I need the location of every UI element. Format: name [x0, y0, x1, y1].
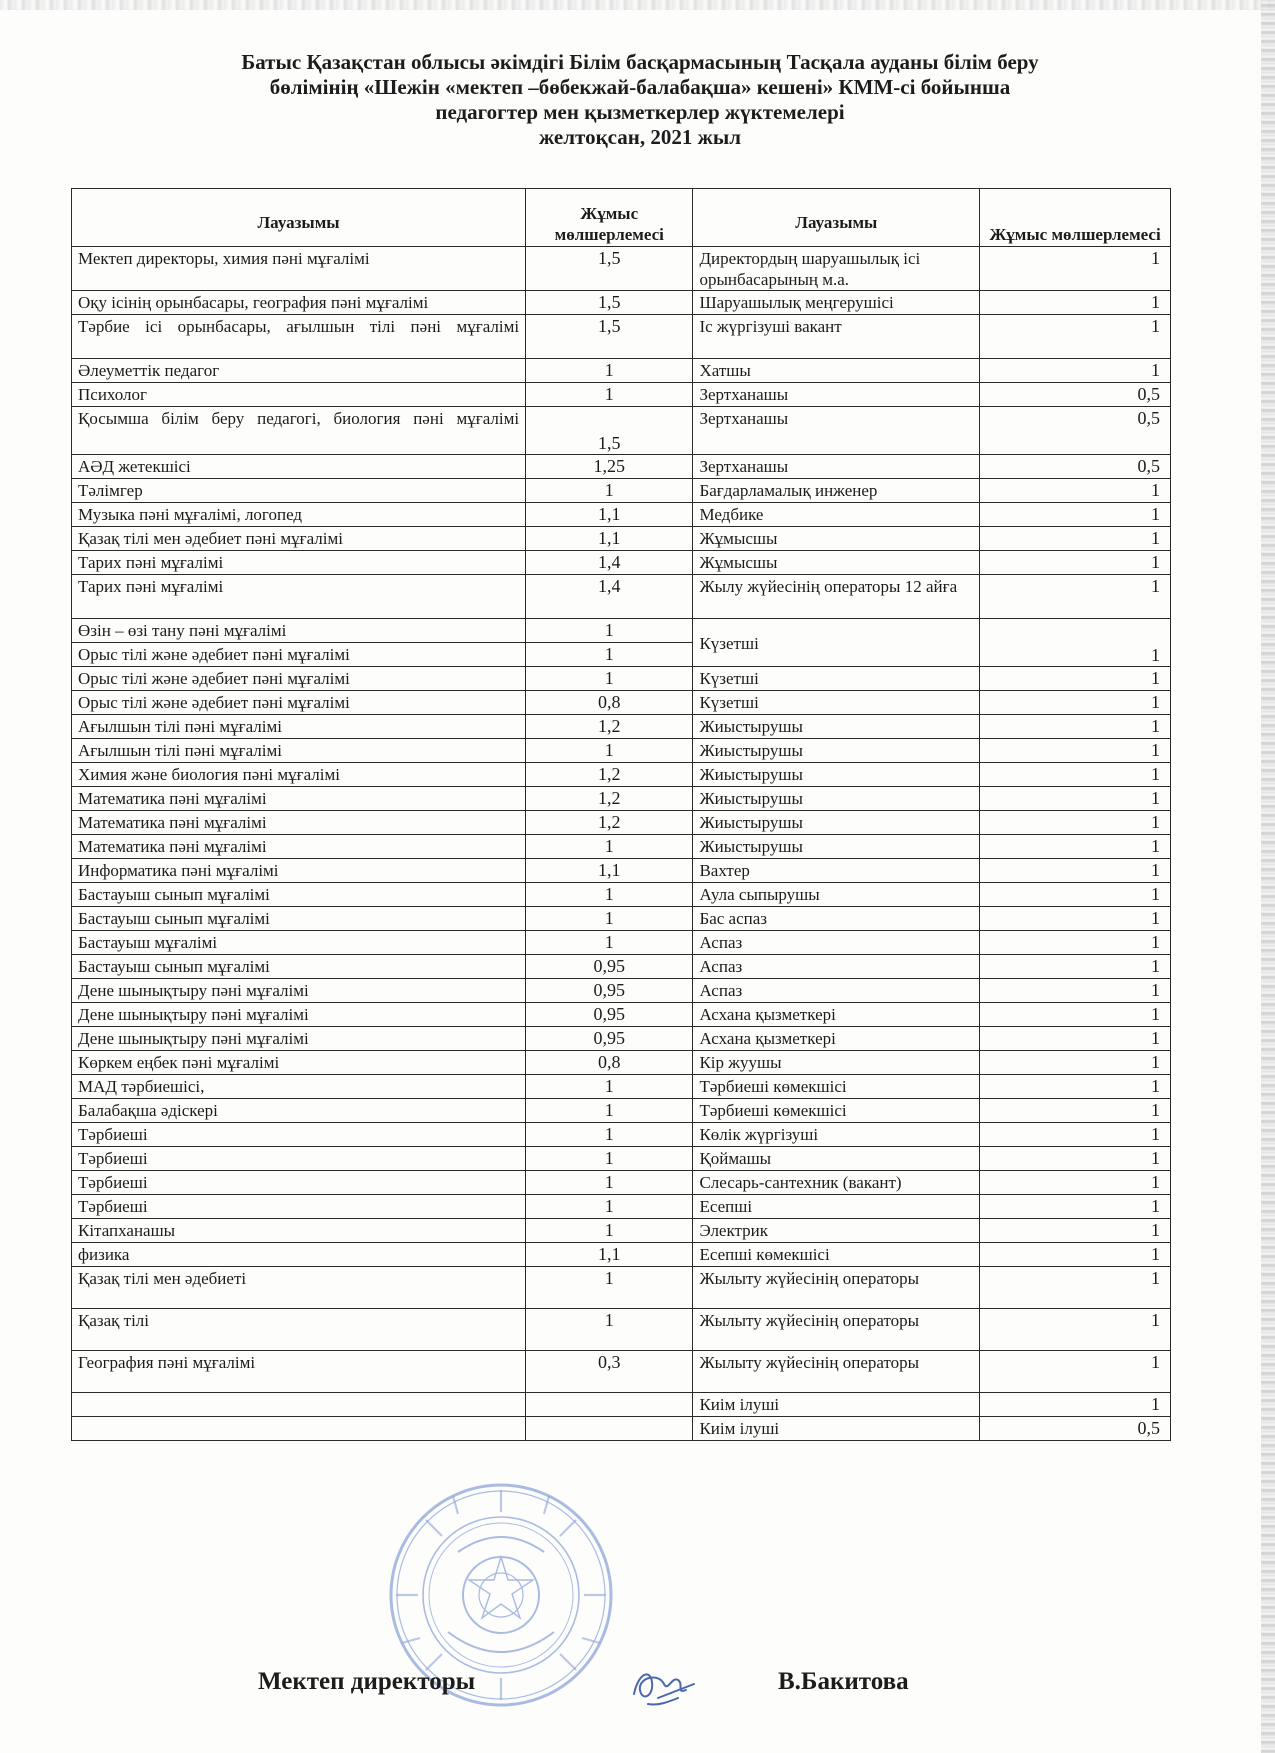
right-position-cell: Есепші көмекшісі [693, 1243, 980, 1267]
left-rate-cell: 1,4 [526, 575, 693, 619]
left-position-cell: Бастауыш сынып мұғалімі [72, 883, 526, 907]
right-rate-cell: 1 [980, 715, 1171, 739]
right-position-cell: Кір жуушы [693, 1051, 980, 1075]
right-position-cell: Асхана қызметкері [693, 1027, 980, 1051]
left-rate-cell: 1,2 [526, 763, 693, 787]
right-rate-cell: 1 [980, 979, 1171, 1003]
right-rate-cell: 1 [980, 291, 1171, 315]
right-rate-cell: 1 [980, 787, 1171, 811]
right-rate-cell: 1 [980, 883, 1171, 907]
left-position-cell: Балабақша әдіскері [72, 1099, 526, 1123]
left-rate-cell: 1 [526, 883, 693, 907]
table-row [72, 1123, 1171, 1147]
left-rate-cell: 1,2 [526, 811, 693, 835]
right-position-cell: Жұмысшы [693, 527, 980, 551]
right-position-cell: Хатшы [693, 359, 980, 383]
left-rate-cell: 1 [526, 931, 693, 955]
right-position-cell: Аспаз [693, 979, 980, 1003]
right-rate-cell: 1 [980, 527, 1171, 551]
left-position-cell: Қазақ тілі мен әдебиеті [72, 1267, 526, 1309]
left-rate-cell: 1 [526, 835, 693, 859]
right-rate-cell: 1 [980, 835, 1171, 859]
left-position-cell: Химия және биология пәні мұғалімі [72, 763, 526, 787]
left-rate-cell: 1 [526, 479, 693, 503]
left-rate-cell: 0,8 [526, 1051, 693, 1075]
right-position-cell: Электрик [693, 1219, 980, 1243]
left-position-cell: Бастауыш сынып мұғалімі [72, 907, 526, 931]
header-left-rate: Жұмыс мөлшерлемесі [526, 189, 693, 247]
table-row [72, 1243, 1171, 1267]
left-rate-cell: 1 [526, 667, 693, 691]
right-rate-cell: 1 [980, 1123, 1171, 1147]
title-line: Батыс Қазақстан облысы әкімдігі Білім басқармасының Тасқала ауданы білім беру [241, 50, 1039, 74]
table-row [72, 1099, 1171, 1123]
table-row [72, 619, 1171, 643]
table-row [72, 835, 1171, 859]
right-position-cell: Күзетші [693, 691, 980, 715]
left-rate-cell: 1 [526, 643, 693, 667]
handwritten-signature-icon [628, 1654, 702, 1714]
right-position-cell: Күзетші [693, 667, 980, 691]
left-position-cell: Қосымша білім беру педагогі, биология пәні мұғалімі [72, 407, 526, 455]
left-position-cell: Орыс тілі және әдебиет пәні мұғалімі [72, 643, 526, 667]
left-rate-cell: 1,1 [526, 1243, 693, 1267]
right-position-cell: Зертханашы [693, 383, 980, 407]
right-position-cell: Аула сыпырушы [693, 883, 980, 907]
right-rate-cell: 1 [980, 1051, 1171, 1075]
left-position-cell: Орыс тілі және әдебиет пәні мұғалімі [72, 691, 526, 715]
table-row [72, 787, 1171, 811]
right-rate-cell: 1 [980, 619, 1171, 667]
table-row [72, 811, 1171, 835]
left-position-cell: Тәрбие ісі орынбасары, ағылшын тілі пәні мұғалімі [72, 315, 526, 359]
table-row [72, 527, 1171, 551]
left-position-cell: Өзін – өзі тану пәні мұғалімі [72, 619, 526, 643]
right-position-cell: Аспаз [693, 931, 980, 955]
table-row [72, 1051, 1171, 1075]
left-position-cell: Тарих пәні мұғалімі [72, 551, 526, 575]
left-position-cell: физика [72, 1243, 526, 1267]
left-position-cell: Тәрбиеші [72, 1147, 526, 1171]
left-rate-cell: 0,95 [526, 1027, 693, 1051]
table-row [72, 739, 1171, 763]
title-line: желтоқсан, 2021 жыл [538, 125, 742, 149]
table-row [72, 955, 1171, 979]
right-rate-cell: 1 [980, 1075, 1171, 1099]
left-position-cell: Математика пәні мұғалімі [72, 811, 526, 835]
left-rate-cell: 1,5 [526, 315, 693, 359]
left-position-cell: Тәрбиеші [72, 1123, 526, 1147]
table-row [72, 503, 1171, 527]
table-row [72, 907, 1171, 931]
left-position-cell: Музыка пәні мұғалімі, логопед [72, 503, 526, 527]
left-position-cell: Мектеп директоры, химия пәні мұғалімі [72, 247, 526, 291]
right-position-cell: Тәрбиеші көмекшісі [693, 1075, 980, 1099]
left-position-cell: Дене шынықтыру пәні мұғалімі [72, 1027, 526, 1051]
right-position-cell: Киім ілуші [693, 1417, 980, 1441]
right-rate-cell: 1 [980, 667, 1171, 691]
table-row [72, 551, 1171, 575]
right-rate-cell: 1 [980, 691, 1171, 715]
right-rate-cell: 1 [980, 1309, 1171, 1351]
right-rate-cell: 1 [980, 247, 1171, 291]
left-rate-cell: 0,8 [526, 691, 693, 715]
table-row [72, 1027, 1171, 1051]
table-row [72, 479, 1171, 503]
left-position-cell: Математика пәні мұғалімі [72, 787, 526, 811]
right-position-cell: Жұмысшы [693, 551, 980, 575]
table-row [72, 979, 1171, 1003]
right-position-cell: Шаруашылық меңгерушісі [693, 291, 980, 315]
right-rate-cell: 1 [980, 1195, 1171, 1219]
left-position-cell: Тәлімгер [72, 479, 526, 503]
right-rate-cell: 1 [980, 503, 1171, 527]
left-position-cell: Дене шынықтыру пәні мұғалімі [72, 1003, 526, 1027]
right-rate-cell: 1 [980, 479, 1171, 503]
right-position-cell: Зертханашы [693, 407, 980, 455]
table-row [72, 763, 1171, 787]
right-rate-cell: 1 [980, 1243, 1171, 1267]
right-rate-cell: 1 [980, 1171, 1171, 1195]
table-body [72, 247, 1171, 1441]
right-rate-cell: 1 [980, 811, 1171, 835]
right-position-cell: Бас аспаз [693, 907, 980, 931]
right-position-cell: Қоймашы [693, 1147, 980, 1171]
document-title [80, 50, 1200, 150]
right-rate-cell: 1 [980, 1099, 1171, 1123]
table-header-row [72, 189, 1171, 247]
left-rate-cell: 1,1 [526, 527, 693, 551]
table-row [72, 1075, 1171, 1099]
left-position-cell: Орыс тілі және әдебиет пәні мұғалімі [72, 667, 526, 691]
title-line: бөлімінің «Шежін «мектеп –бөбекжай-балабақша» кешені» КММ-сі бойынша [269, 75, 1011, 99]
right-rate-cell: 1 [980, 1351, 1171, 1393]
table-row [72, 1003, 1171, 1027]
left-rate-cell: 1 [526, 1147, 693, 1171]
left-position-cell: Ағылшын тілі пәні мұғалімі [72, 715, 526, 739]
left-rate-cell: 1,1 [526, 859, 693, 883]
table-row [72, 1219, 1171, 1243]
table-row [72, 1171, 1171, 1195]
right-position-cell: Күзетші [693, 619, 980, 667]
left-rate-cell: 1 [526, 1267, 693, 1309]
right-position-cell: Жиыстырушы [693, 739, 980, 763]
right-rate-cell: 1 [980, 1147, 1171, 1171]
signer-name: В.Бакитова [778, 1668, 909, 1695]
right-rate-cell: 1 [980, 1027, 1171, 1051]
right-rate-cell: 1 [980, 739, 1171, 763]
left-rate-cell: 0,3 [526, 1351, 693, 1393]
right-rate-cell: 1 [980, 763, 1171, 787]
right-position-cell: Есепші [693, 1195, 980, 1219]
right-rate-cell: 1 [980, 551, 1171, 575]
right-position-cell: Медбике [693, 503, 980, 527]
left-rate-cell: 1 [526, 739, 693, 763]
left-rate-cell: 1,5 [526, 407, 693, 455]
left-position-cell: Әлеуметтік педагог [72, 359, 526, 383]
right-position-cell: Зертханашы [693, 455, 980, 479]
right-position-cell: Вахтер [693, 859, 980, 883]
left-rate-cell [526, 1417, 693, 1441]
left-position-cell: Бастауыш сынып мұғалімі [72, 955, 526, 979]
right-rate-cell: 1 [980, 575, 1171, 619]
left-rate-cell: 0,95 [526, 1003, 693, 1027]
right-position-cell: Көлік жүргізуші [693, 1123, 980, 1147]
left-rate-cell: 1 [526, 1309, 693, 1351]
right-position-cell: Аспаз [693, 955, 980, 979]
scan-artifact-top [0, 0, 1275, 10]
right-position-cell: Жылыту жүйесінің операторы [693, 1267, 980, 1309]
table-row [72, 315, 1171, 359]
left-rate-cell: 1 [526, 1219, 693, 1243]
header-right-rate: Жұмыс мөлшерлемесі [980, 189, 1171, 247]
table-row [72, 247, 1171, 291]
right-position-cell: Тәрбиеші көмекшісі [693, 1099, 980, 1123]
left-rate-cell: 1 [526, 1123, 693, 1147]
right-rate-cell: 1 [980, 359, 1171, 383]
table-row [72, 455, 1171, 479]
table-row [72, 1309, 1171, 1351]
left-position-cell: МАД тәрбиешісі, [72, 1075, 526, 1099]
left-position-cell: Тарих пәні мұғалімі [72, 575, 526, 619]
table-row [72, 291, 1171, 315]
right-rate-cell: 1 [980, 1393, 1171, 1417]
left-position-cell: Математика пәні мұғалімі [72, 835, 526, 859]
table-row [72, 1393, 1171, 1417]
left-position-cell: Қазақ тілі мен әдебиет пәні мұғалімі [72, 527, 526, 551]
left-position-cell [72, 1393, 526, 1417]
left-rate-cell: 1,2 [526, 715, 693, 739]
right-position-cell: Киім ілуші [693, 1393, 980, 1417]
left-position-cell: Психолог [72, 383, 526, 407]
staff-load-table [71, 188, 1171, 1441]
left-rate-cell: 0,95 [526, 979, 693, 1003]
table-row [72, 383, 1171, 407]
title-line: педагогтер мен қызметкерлер жүктемелері [435, 100, 845, 124]
left-rate-cell [526, 1393, 693, 1417]
left-rate-cell: 1,5 [526, 291, 693, 315]
left-position-cell: АӘД жетекшісі [72, 455, 526, 479]
left-position-cell: Дене шынықтыру пәні мұғалімі [72, 979, 526, 1003]
scan-artifact-edge [1261, 0, 1275, 1753]
right-position-cell: Жиыстырушы [693, 787, 980, 811]
left-rate-cell: 1,25 [526, 455, 693, 479]
table-row [72, 715, 1171, 739]
header-left-position: Лауазымы [72, 189, 526, 247]
left-position-cell: Оқу ісінің орынбасары, география пәні мұғалімі [72, 291, 526, 315]
right-rate-cell: 1 [980, 1003, 1171, 1027]
right-rate-cell: 0,5 [980, 455, 1171, 479]
table-row [72, 1417, 1171, 1441]
right-position-cell: Слесарь-сантехник (вакант) [693, 1171, 980, 1195]
left-rate-cell: 0,95 [526, 955, 693, 979]
table-row [72, 691, 1171, 715]
table-row [72, 931, 1171, 955]
right-rate-cell: 1 [980, 1267, 1171, 1309]
right-rate-cell: 0,5 [980, 1417, 1171, 1441]
left-rate-cell: 1 [526, 1075, 693, 1099]
right-position-cell: Жылу жүйесінің операторы 12 айға [693, 575, 980, 619]
left-rate-cell: 1 [526, 383, 693, 407]
left-position-cell [72, 1417, 526, 1441]
right-rate-cell: 1 [980, 315, 1171, 359]
right-position-cell: Асхана қызметкері [693, 1003, 980, 1027]
left-rate-cell: 1 [526, 359, 693, 383]
left-position-cell: Ағылшын тілі пәні мұғалімі [72, 739, 526, 763]
right-rate-cell: 1 [980, 931, 1171, 955]
left-rate-cell: 1,5 [526, 247, 693, 291]
table-row [72, 1147, 1171, 1171]
right-rate-cell: 1 [980, 859, 1171, 883]
left-rate-cell: 1 [526, 907, 693, 931]
left-position-cell: Көркем еңбек пәні мұғалімі [72, 1051, 526, 1075]
table-row [72, 1351, 1171, 1393]
table-row [72, 1267, 1171, 1309]
right-rate-cell: 1 [980, 907, 1171, 931]
signer-title: Мектеп директоры [258, 1668, 476, 1695]
right-rate-cell: 1 [980, 955, 1171, 979]
table-row [72, 667, 1171, 691]
left-position-cell: Тәрбиеші [72, 1195, 526, 1219]
right-position-cell: Бағдарламалық инженер [693, 479, 980, 503]
right-position-cell: Жиыстырушы [693, 835, 980, 859]
signature-block [258, 1668, 958, 1708]
left-rate-cell: 1 [526, 1195, 693, 1219]
left-rate-cell: 1 [526, 1099, 693, 1123]
table-row [72, 1195, 1171, 1219]
right-position-cell: Жиыстырушы [693, 763, 980, 787]
left-position-cell: География пәні мұғалімі [72, 1351, 526, 1393]
left-position-cell: Кітапханашы [72, 1219, 526, 1243]
table-row [72, 407, 1171, 455]
right-position-cell: Директордың шаруашылық ісі орынбасарының м.а. [693, 247, 980, 291]
table-row [72, 359, 1171, 383]
left-rate-cell: 1,1 [526, 503, 693, 527]
left-position-cell: Қазақ тілі [72, 1309, 526, 1351]
table-row [72, 575, 1171, 619]
left-position-cell: Тәрбиеші [72, 1171, 526, 1195]
right-rate-cell: 0,5 [980, 407, 1171, 455]
header-right-position: Лауазымы [693, 189, 980, 247]
left-position-cell: Информатика пәні мұғалімі [72, 859, 526, 883]
table-row [72, 859, 1171, 883]
right-position-cell: Іс жүргізуші вакант [693, 315, 980, 359]
table-row [72, 883, 1171, 907]
right-position-cell: Жиыстырушы [693, 715, 980, 739]
right-rate-cell: 0,5 [980, 383, 1171, 407]
right-rate-cell: 1 [980, 1219, 1171, 1243]
left-rate-cell: 1 [526, 619, 693, 643]
left-position-cell: Бастауыш мұғалімі [72, 931, 526, 955]
left-rate-cell: 1 [526, 1171, 693, 1195]
right-position-cell: Жылыту жүйесінің операторы [693, 1309, 980, 1351]
left-rate-cell: 1,4 [526, 551, 693, 575]
right-position-cell: Жылыту жүйесінің операторы [693, 1351, 980, 1393]
left-rate-cell: 1,2 [526, 787, 693, 811]
right-position-cell: Жиыстырушы [693, 811, 980, 835]
